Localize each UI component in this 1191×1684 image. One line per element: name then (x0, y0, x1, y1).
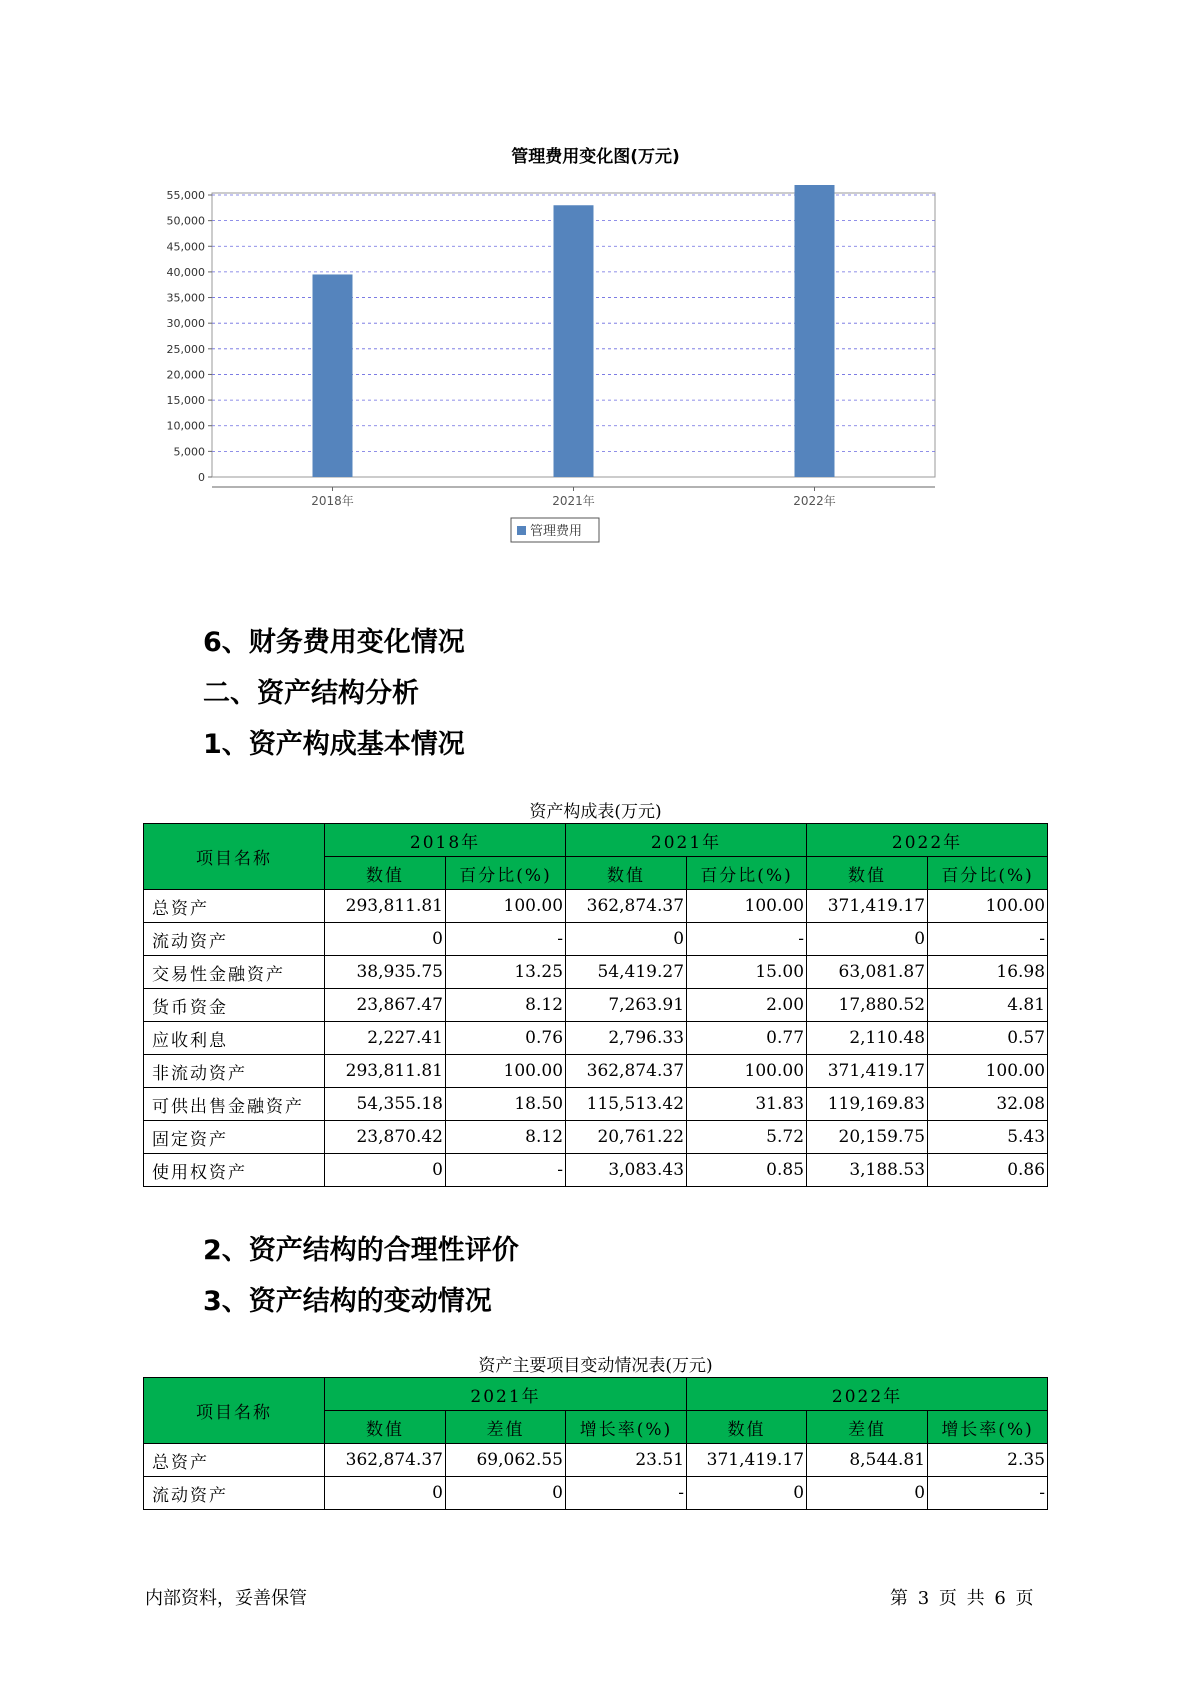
y-tick-label: 20,000 (166, 368, 205, 382)
diff-header: 差值 (807, 1411, 928, 1444)
y-tick-label: 50,000 (166, 214, 205, 228)
table-cell: 100.00 (687, 1055, 807, 1088)
percent-header: 百分比(%) (446, 857, 566, 890)
table-cell: 13.25 (446, 956, 566, 989)
table-cell: 63,081.87 (807, 956, 928, 989)
table-cell: 371,419.17 (687, 1444, 807, 1477)
asset-composition-table (143, 823, 1048, 1187)
table-cell: 0 (325, 923, 446, 956)
y-tick-label: 40,000 (166, 265, 205, 279)
table-cell: 362,874.37 (566, 1055, 687, 1088)
table1-caption: 资产构成表(万元) (529, 802, 662, 822)
table-cell: 0.76 (446, 1022, 566, 1055)
year-header: 2021年 (325, 1378, 687, 1411)
table-cell: 362,874.37 (325, 1444, 446, 1477)
table-cell: 54,419.27 (566, 956, 687, 989)
table-cell: 0.77 (687, 1022, 807, 1055)
table-cell: 100.00 (928, 1055, 1048, 1088)
table-cell: 4.81 (928, 989, 1048, 1022)
table-cell: - (446, 923, 566, 956)
table-cell: 293,811.81 (325, 1055, 446, 1088)
year-header: 2022年 (687, 1378, 1048, 1411)
table-cell: 0 (807, 923, 928, 956)
value-header: 数值 (687, 1411, 807, 1444)
heading-asset-composition: 1、资产构成基本情况 (203, 729, 465, 760)
value-header: 数值 (566, 857, 687, 890)
table-cell: 23,867.47 (325, 989, 446, 1022)
table-cell: 5.72 (687, 1121, 807, 1154)
chart-title: 管理费用变化图(万元) (511, 147, 680, 167)
table-cell: 100.00 (687, 890, 807, 923)
table-cell: 2.35 (928, 1444, 1048, 1477)
value-header: 数值 (325, 857, 446, 890)
table-cell: 0 (325, 1477, 446, 1510)
table-row (144, 890, 1048, 923)
table-cell: 32.08 (928, 1088, 1048, 1121)
table-row (144, 923, 1048, 956)
row-label: 使用权资产 (144, 1154, 325, 1187)
table-row (144, 1088, 1048, 1121)
y-tick-label: 30,000 (166, 317, 205, 331)
table-cell: 0.86 (928, 1154, 1048, 1187)
year-header: 2021年 (566, 824, 807, 857)
legend-swatch (517, 526, 526, 535)
heading-structure-evaluation: 2、资产结构的合理性评价 (203, 1235, 519, 1266)
legend-label: 管理费用 (530, 524, 583, 539)
table-cell: 17,880.52 (807, 989, 928, 1022)
row-label: 流动资产 (144, 923, 325, 956)
value-header: 数值 (325, 1411, 446, 1444)
table-cell: 293,811.81 (325, 890, 446, 923)
table-cell: 7,263.91 (566, 989, 687, 1022)
percent-header: 百分比(%) (928, 857, 1048, 890)
table-cell: 100.00 (446, 890, 566, 923)
y-tick-label: 35,000 (166, 291, 205, 305)
table-cell: 16.98 (928, 956, 1048, 989)
table-row (144, 1121, 1048, 1154)
table-cell: 0.57 (928, 1022, 1048, 1055)
table-cell: 2.00 (687, 989, 807, 1022)
table-row (144, 1444, 1048, 1477)
row-label: 可供出售金融资产 (144, 1088, 325, 1121)
table-cell: - (928, 1477, 1048, 1510)
row-label: 总资产 (144, 1444, 325, 1477)
table-cell: 38,935.75 (325, 956, 446, 989)
table-cell: 69,062.55 (446, 1444, 566, 1477)
y-tick-label: 0 (198, 471, 205, 484)
table-cell: - (566, 1477, 687, 1510)
value-header: 数值 (807, 857, 928, 890)
table-cell: 23,870.42 (325, 1121, 446, 1154)
footer-confidential: 内部资料，妥善保管 (145, 1588, 307, 1609)
table-cell: 0 (566, 923, 687, 956)
table-cell: 54,355.18 (325, 1088, 446, 1121)
table-row (144, 1154, 1048, 1187)
row-label: 固定资产 (144, 1121, 325, 1154)
table-row (144, 989, 1048, 1022)
table-cell: 0 (687, 1477, 807, 1510)
table2-caption: 资产主要项目变动情况表(万元) (478, 1356, 713, 1376)
bar (313, 274, 353, 477)
table-cell: 119,169.83 (807, 1088, 928, 1121)
row-label: 应收利息 (144, 1022, 325, 1055)
table-cell: 5.43 (928, 1121, 1048, 1154)
table-cell: - (446, 1154, 566, 1187)
year-header: 2022年 (807, 824, 1048, 857)
table-cell: 3,188.53 (807, 1154, 928, 1187)
table-cell: 100.00 (446, 1055, 566, 1088)
table-cell: 31.83 (687, 1088, 807, 1121)
table-cell: - (928, 923, 1048, 956)
row-label: 非流动资产 (144, 1055, 325, 1088)
table-cell: 0 (325, 1154, 446, 1187)
percent-header: 百分比(%) (687, 857, 807, 890)
y-tick-label: 45,000 (166, 240, 205, 254)
table-cell: 8,544.81 (807, 1444, 928, 1477)
table-row (144, 956, 1048, 989)
table-cell: 362,874.37 (566, 890, 687, 923)
growth-header: 增长率(%) (566, 1411, 687, 1444)
row-label: 交易性金融资产 (144, 956, 325, 989)
heading-structure-change: 3、资产结构的变动情况 (203, 1286, 492, 1317)
y-tick-label: 10,000 (166, 419, 205, 433)
table-cell: 3,083.43 (566, 1154, 687, 1187)
item-name-header: 项目名称 (144, 824, 325, 890)
bar (795, 185, 835, 477)
y-tick-label: 55,000 (166, 189, 205, 202)
table-cell: 8.12 (446, 1121, 566, 1154)
table-cell: 0 (446, 1477, 566, 1510)
table-cell: 20,159.75 (807, 1121, 928, 1154)
table-cell: 23.51 (566, 1444, 687, 1477)
y-tick-label: 25,000 (166, 342, 205, 356)
table-cell: 0 (807, 1477, 928, 1510)
table-cell: 2,110.48 (807, 1022, 928, 1055)
y-tick-label: 5,000 (173, 445, 205, 459)
table-cell: 100.00 (928, 890, 1048, 923)
x-tick-label: 2018年 (311, 494, 354, 508)
item-name-header: 项目名称 (144, 1378, 325, 1444)
y-tick-label: 15,000 (166, 394, 205, 408)
table-cell: 115,513.42 (566, 1088, 687, 1121)
asset-change-table (143, 1377, 1048, 1510)
year-header: 2018年 (325, 824, 566, 857)
table-row (144, 1055, 1048, 1088)
table-cell: 0.85 (687, 1154, 807, 1187)
heading-asset-structure: 二、资产结构分析 (203, 678, 419, 709)
diff-header: 差值 (446, 1411, 566, 1444)
heading-financial-expense: 6、财务费用变化情况 (203, 627, 465, 658)
bar (554, 205, 594, 477)
bar-chart (150, 185, 1010, 595)
table-row (144, 1477, 1048, 1510)
table-cell: 371,419.17 (807, 890, 928, 923)
footer-page-number: 第 3 页 共 6 页 (890, 1588, 1034, 1609)
x-tick-label: 2021年 (552, 494, 595, 508)
table-cell: 15.00 (687, 956, 807, 989)
table-cell: 8.12 (446, 989, 566, 1022)
growth-header: 增长率(%) (928, 1411, 1048, 1444)
table-cell: 371,419.17 (807, 1055, 928, 1088)
x-tick-label: 2022年 (793, 494, 836, 508)
row-label: 货币资金 (144, 989, 325, 1022)
table-cell: 20,761.22 (566, 1121, 687, 1154)
table-row (144, 1022, 1048, 1055)
row-label: 流动资产 (144, 1477, 325, 1510)
table-cell: 2,227.41 (325, 1022, 446, 1055)
row-label: 总资产 (144, 890, 325, 923)
table-cell: 18.50 (446, 1088, 566, 1121)
table-cell: - (687, 923, 807, 956)
table-cell: 2,796.33 (566, 1022, 687, 1055)
